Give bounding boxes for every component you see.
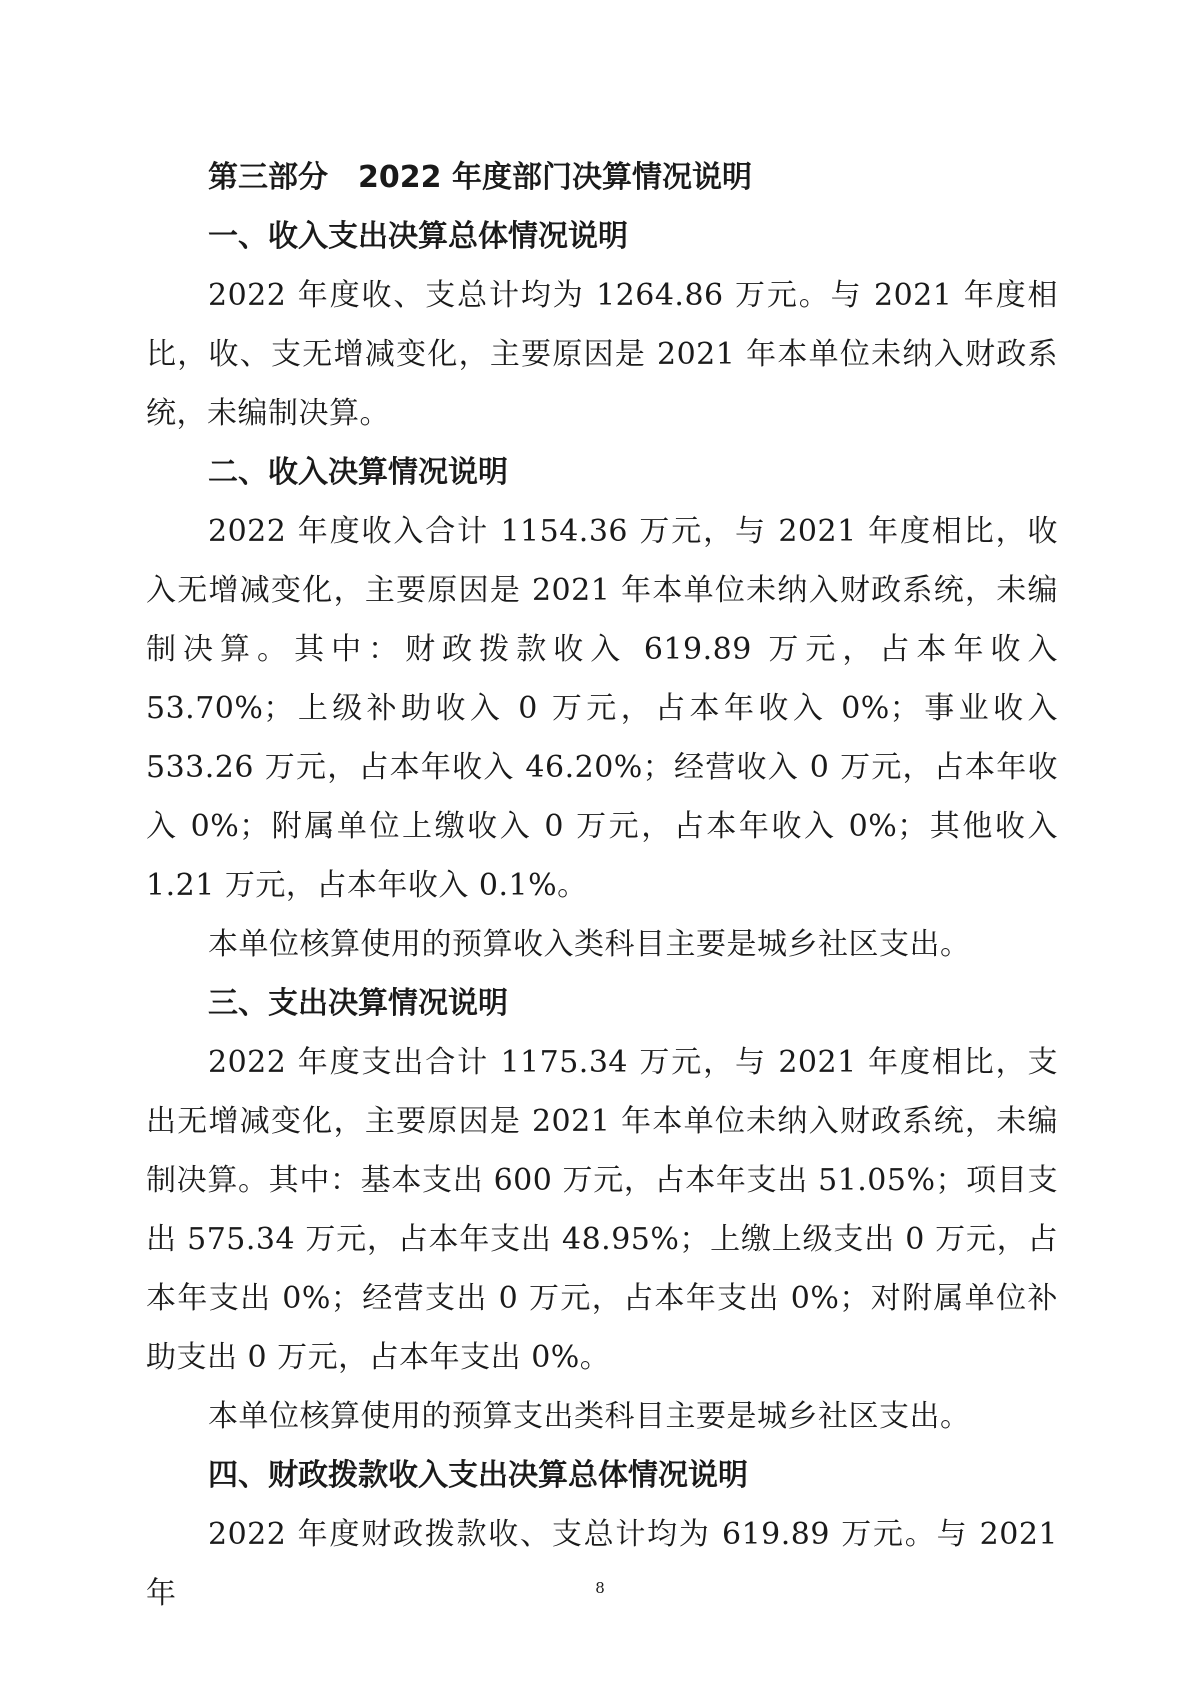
section-3-heading: 三、支出决算情况说明: [208, 986, 508, 1021]
section-1-paragraph-1: 2022 年度收、支总计均为 1264.86 万元。与 2021 年度相比，收、支无增减变化，主要原因是 2021 年本单位未纳入财政系统，未编制决算。: [146, 278, 1058, 431]
page-body: [146, 148, 1058, 1623]
part-title: 第三部分 2022 年度部门决算情况说明: [208, 160, 752, 195]
section-2-paragraph-1: 2022 年度收入合计 1154.36 万元，与 2021 年度相比，收入无增减变化，主要原因是 2021 年本单位未纳入财政系统，未编制决算。其中：财政拨款收入 619.89 万元，占本年收入 53.70%；上级补助收入 0 万元，占本年收入 0%；事业收入 533.26 万元，占本年收入 46.20%；经营收入 0 万元，占本年收入 0%；附属单位上缴收入 0 万元，占本年收入 0%；其他收入 1.21 万元，占本年收入 0.1%。: [146, 514, 1058, 903]
section-2-heading: 二、收入决算情况说明: [208, 455, 508, 490]
section-4-paragraph-1: 2022 年度财政拨款收、支总计均为 619.89 万元。与 2021 年: [146, 1517, 1058, 1611]
section-3-paragraph-1: 2022 年度支出合计 1175.34 万元，与 2021 年度相比，支出无增减变化，主要原因是 2021 年本单位未纳入财政系统，未编制决算。其中：基本支出 600 万元，占本年支出 51.05%；项目支出 575.34 万元，占本年支出 48.95%；上缴上级支出 0 万元，占本年支出 0%；经营支出 0 万元，占本年支出 0%；对附属单位补助支出 0 万元，占本年支出 0%。: [146, 1045, 1058, 1375]
page-number: 8: [595, 1579, 605, 1597]
section-4-heading: 四、财政拨款收入支出决算总体情况说明: [208, 1458, 748, 1493]
section-1-heading: 一、收入支出决算总体情况说明: [208, 219, 628, 254]
section-2-paragraph-2: 本单位核算使用的预算收入类科目主要是城乡社区支出。: [208, 927, 971, 962]
section-3-paragraph-2: 本单位核算使用的预算支出类科目主要是城乡社区支出。: [208, 1399, 971, 1434]
